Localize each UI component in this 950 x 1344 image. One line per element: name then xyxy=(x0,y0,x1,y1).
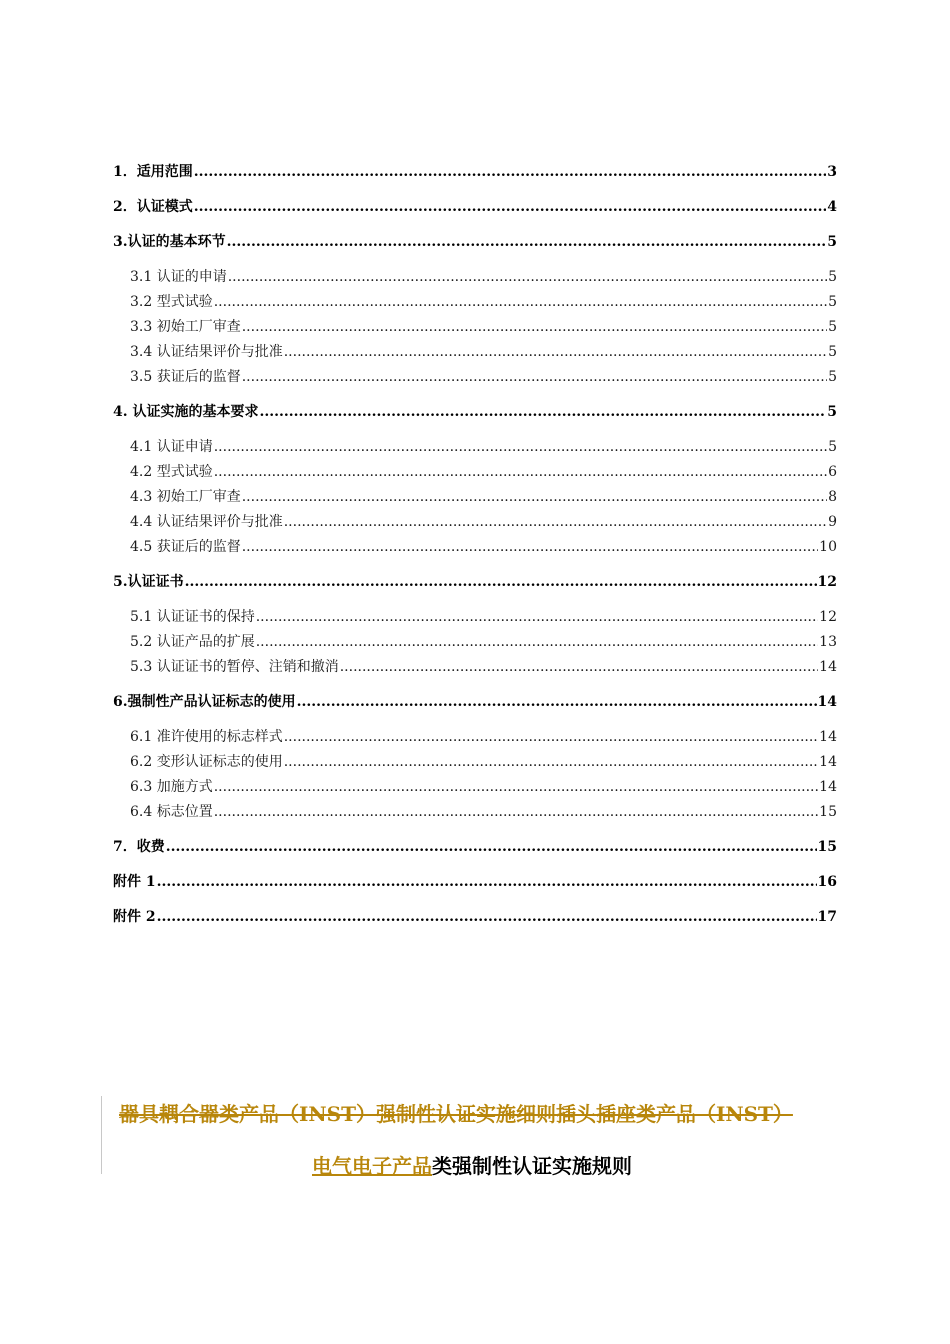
toc-entry-title: 附件 2 xyxy=(113,909,156,925)
toc-subentry[interactable] xyxy=(113,290,837,315)
toc-leader-dots xyxy=(194,195,827,220)
toc-entry-title: 3.2 型式试验 xyxy=(130,294,213,310)
toc-entry-page: 9 xyxy=(828,514,837,530)
toc-entry-page: 5 xyxy=(828,369,837,385)
toc-leader-dots xyxy=(157,870,817,895)
toc-entry[interactable] xyxy=(113,905,837,940)
toc-leader-dots xyxy=(214,800,818,825)
toc-entry-title: 附件 1 xyxy=(113,874,156,890)
toc-leader-dots xyxy=(242,485,827,510)
toc-entry[interactable] xyxy=(113,690,837,725)
toc-subentry[interactable] xyxy=(113,265,837,290)
toc-subentry[interactable] xyxy=(113,775,837,800)
toc-entry-page: 8 xyxy=(828,489,837,505)
toc-entry-title: 4. 认证实施的基本要求 xyxy=(113,404,259,420)
toc-leader-dots xyxy=(214,290,827,315)
toc-entry-title: 5.3 认证证书的暂停、注销和撤消 xyxy=(130,659,339,675)
toc-entry-page: 6 xyxy=(828,464,837,480)
toc-entry[interactable] xyxy=(113,835,837,870)
toc-entry-page: 3 xyxy=(827,164,837,180)
toc-entry-title: 5.认证证书 xyxy=(113,574,184,590)
toc-entry-page: 17 xyxy=(817,909,837,925)
toc-entry-title: 3.3 初始工厂审查 xyxy=(130,319,241,335)
toc-entry-page: 10 xyxy=(819,539,837,555)
toc-entry-title: 4.4 认证结果评价与批准 xyxy=(130,514,283,530)
toc-subentry[interactable] xyxy=(113,315,837,340)
table-of-contents xyxy=(113,160,837,940)
toc-entry[interactable] xyxy=(113,870,837,905)
toc-entry-page: 14 xyxy=(819,754,837,770)
toc-subentry[interactable] xyxy=(113,485,837,510)
toc-entry-title: 3.1 认证的申请 xyxy=(130,269,227,285)
toc-entry-page: 5 xyxy=(828,344,837,360)
toc-entry-title: 4.3 初始工厂审查 xyxy=(130,489,241,505)
toc-leader-dots xyxy=(157,905,817,930)
document-title xyxy=(102,1150,842,1179)
toc-entry[interactable] xyxy=(113,195,837,230)
toc-leader-dots xyxy=(194,160,827,185)
toc-subentry[interactable] xyxy=(113,630,837,655)
document-title-block xyxy=(101,1096,842,1178)
toc-leader-dots xyxy=(284,510,827,535)
toc-leader-dots xyxy=(214,460,827,485)
title-text: 类强制性认证实施规则 xyxy=(432,1154,632,1178)
toc-entry-title: 6.1 准许使用的标志样式 xyxy=(130,729,283,745)
toc-entry-title: 5.1 认证证书的保持 xyxy=(130,609,255,625)
toc-entry-title: 3.认证的基本环节 xyxy=(113,234,226,250)
toc-entry-title: 3.4 认证结果评价与批准 xyxy=(130,344,283,360)
toc-entry-title: 7．收费 xyxy=(113,839,165,855)
toc-leader-dots xyxy=(297,690,817,715)
toc-entry-page: 14 xyxy=(817,694,837,710)
toc-leader-dots xyxy=(260,400,827,425)
toc-entry[interactable] xyxy=(113,230,837,265)
toc-entry-title: 4.5 获证后的监督 xyxy=(130,539,241,555)
toc-entry[interactable] xyxy=(113,400,837,435)
toc-entry-title: 5.2 认证产品的扩展 xyxy=(130,634,255,650)
toc-leader-dots xyxy=(242,315,827,340)
toc-entry[interactable] xyxy=(113,570,837,605)
toc-leader-dots xyxy=(284,340,827,365)
toc-entry-page: 12 xyxy=(817,574,837,590)
toc-entry-page: 5 xyxy=(827,234,837,250)
toc-subentry[interactable] xyxy=(113,340,837,365)
toc-leader-dots xyxy=(340,655,818,680)
toc-entry-page: 14 xyxy=(819,729,837,745)
toc-entry-page: 14 xyxy=(819,659,837,675)
toc-entry-page: 4 xyxy=(827,199,837,215)
toc-entry[interactable] xyxy=(113,160,837,195)
toc-entry-title: 1．适用范围 xyxy=(113,164,193,180)
toc-leader-dots xyxy=(256,630,818,655)
toc-leader-dots xyxy=(242,365,827,390)
toc-entry-title: 6.4 标志位置 xyxy=(130,804,213,820)
toc-leader-dots xyxy=(242,535,818,560)
toc-subentry[interactable] xyxy=(113,435,837,460)
toc-subentry[interactable] xyxy=(113,510,837,535)
toc-leader-dots xyxy=(166,835,817,860)
toc-subentry[interactable] xyxy=(113,605,837,630)
toc-leader-dots xyxy=(227,230,827,255)
toc-entry-page: 15 xyxy=(817,839,837,855)
toc-entry-title: 4.2 型式试验 xyxy=(130,464,213,480)
toc-entry-page: 5 xyxy=(828,319,837,335)
toc-entry-title: 4.1 认证申请 xyxy=(130,439,213,455)
toc-leader-dots xyxy=(284,725,818,750)
toc-entry-page: 15 xyxy=(819,804,837,820)
toc-leader-dots xyxy=(228,265,827,290)
toc-entry-title: 3.5 获证后的监督 xyxy=(130,369,241,385)
toc-entry-page: 14 xyxy=(819,779,837,795)
toc-entry-page: 5 xyxy=(828,294,837,310)
toc-subentry[interactable] xyxy=(113,800,837,825)
toc-leader-dots xyxy=(214,775,818,800)
toc-subentry[interactable] xyxy=(113,535,837,560)
inserted-title-text: 电气电子产品 xyxy=(312,1154,432,1178)
toc-leader-dots xyxy=(256,605,818,630)
toc-subentry[interactable] xyxy=(113,750,837,775)
toc-entry-page: 5 xyxy=(828,439,837,455)
toc-entry-page: 5 xyxy=(828,269,837,285)
toc-subentry[interactable] xyxy=(113,725,837,750)
toc-entry-title: 6.3 加施方式 xyxy=(130,779,213,795)
toc-subentry[interactable] xyxy=(113,460,837,485)
toc-entry-title: 2．认证模式 xyxy=(113,199,193,215)
deleted-title-text: 器具耦合器类产品（INST）强制性认证实施细则插头插座类产品（INST） xyxy=(119,1102,793,1126)
toc-leader-dots xyxy=(185,570,817,595)
toc-leader-dots xyxy=(214,435,827,460)
toc-entry-title: 6.2 变形认证标志的使用 xyxy=(130,754,283,770)
toc-entry-page: 12 xyxy=(819,609,837,625)
toc-entry-title: 6.强制性产品认证标志的使用 xyxy=(113,694,296,710)
toc-leader-dots xyxy=(284,750,818,775)
toc-subentry[interactable] xyxy=(113,655,837,680)
toc-entry-page: 13 xyxy=(819,634,837,650)
toc-entry-page: 5 xyxy=(827,404,837,420)
toc-entry-page: 16 xyxy=(817,874,837,890)
toc-subentry[interactable] xyxy=(113,365,837,390)
